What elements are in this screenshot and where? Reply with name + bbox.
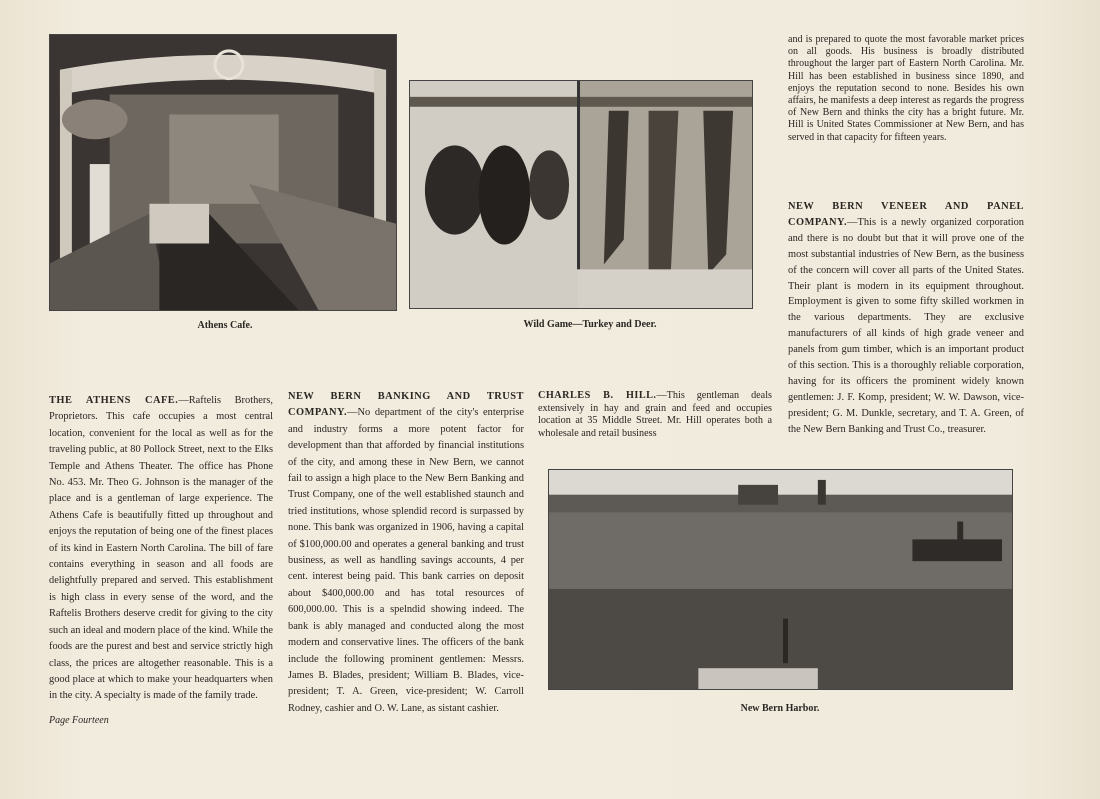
athens-cafe-caption: Athens Cafe. (197, 320, 253, 331)
article-heading: THE ATHENS CAFE. (49, 395, 179, 406)
article-hill (538, 390, 772, 440)
article-veneer (788, 199, 1024, 438)
article-body: —No department of the city's enterprise and industry forms a more potent factor for development than that afforded by financial institutions of the city, and among these in New Bern, we cannot fail to assign a high place to the New Bern Banking and Trust Company, one of the well established staunch and tried institutions, whose splendid record is surpassed by none. This bank was organized in 1906, having a capital of $100,000.00 and operates a general banking and trust business, as well as handling savings accounts, 4 per cent. interest being paid. This bank carries on deposit about $400,000.00 and has total resources of 600,000.00. This is a spelndid showing indeed. The bank is ably managed and conducted along the most modern and conservative lines. The officers of the bank include the following prominent gentlemen: Messrs. James B. Blades, president; William B. Blades, vice-president; T. A. Green, vice-president; W. Carroll Rodney, cashier and O. W. Lane, as sistant cashier. (288, 407, 524, 714)
wild-game-caption: Wild Game—Turkey and Deer. (523, 319, 657, 330)
article-athens-cafe (49, 393, 273, 705)
article-hill-continued (788, 34, 1024, 144)
article-body: —This gentleman deals extensively in hay and grain and feed and occupies location at 35 Middle Street. Mr. Hill operates both a wholesale and retail business (538, 390, 772, 439)
harbor-photo (548, 469, 1013, 690)
article-heading: NEW BERN VENEER AND PANEL COMPANY. (788, 201, 1024, 228)
article-bank (288, 389, 524, 717)
article-heading: CHARLES B. HILL. (538, 390, 657, 401)
article-body: —This is a newly organized corporation and there is no doubt but that it will prove one of the most substantial industries of New Bern, as the business of the concern will cover all parts of the United States. Their plant is modern in its equipment throughout. Employment is given to some fifty skilled workmen in the various departments. They are exclusive manufacturers of all kinds of high grade veneer and panels from gum timber, which is an important product of this section. This is a thoroughly reliable corporation, having for its officers the prominent widely known gentlemen: J. F. Komp, president; W. W. Dawson, vice-president; G. M. Dunkle, secretary, and T. A. Green, of the New Bern Banking and Trust Co., treasurer. (788, 216, 1024, 435)
wild-game-photo (409, 80, 753, 309)
article-body: —Raftelis Brothers, Proprietors. This cafe occupies a most central location, convenient for the local as well as for the traveling public, at 80 Pollock Street, next to the Elks Temple and Athens Theater. The office has Phone No. 453. Mr. Theo G. Johnson is the manager of the place and is a gentleman of large experience. The Athens Cafe is beautifully fitted up throughout and enjoys the reputation of being one of the finest places of its kind in Eastern North Carolina. The bill of fare contains everything in season and all foods are delightfully prepared and served. This establishment is high class in every sense of the word, and the Raftelis Brothers deserve credit for giving to the city such an ideal and modern place of the kind. While the foods are the purest and best and service strictly high class, the prices are altogether reasonable. This is a good place at which to make your headquarters when in the city. A specialty is made of the family trade. (49, 395, 273, 702)
athens-cafe-photo (49, 34, 397, 311)
article-heading: NEW BERN BANKING AND TRUST COMPANY. (288, 391, 524, 419)
page-number: Page Fourteen (49, 715, 109, 726)
article-body: and is prepared to quote the most favorable market prices on all goods. His business is broadly distributed throughout the larger part of Eastern North Carolina. Mr. Hill has been established in business since 1890, and enjoys the reputation second to none. Besides his own affairs, he manifests a deep interest as regards the progress of New Bern and thinks the city has a bright future. Mr. Hill is United States Commissioner at New Bern, and has served in that capacity for fifteen years. (788, 34, 1024, 143)
harbor-caption: New Bern Harbor. (740, 703, 820, 714)
